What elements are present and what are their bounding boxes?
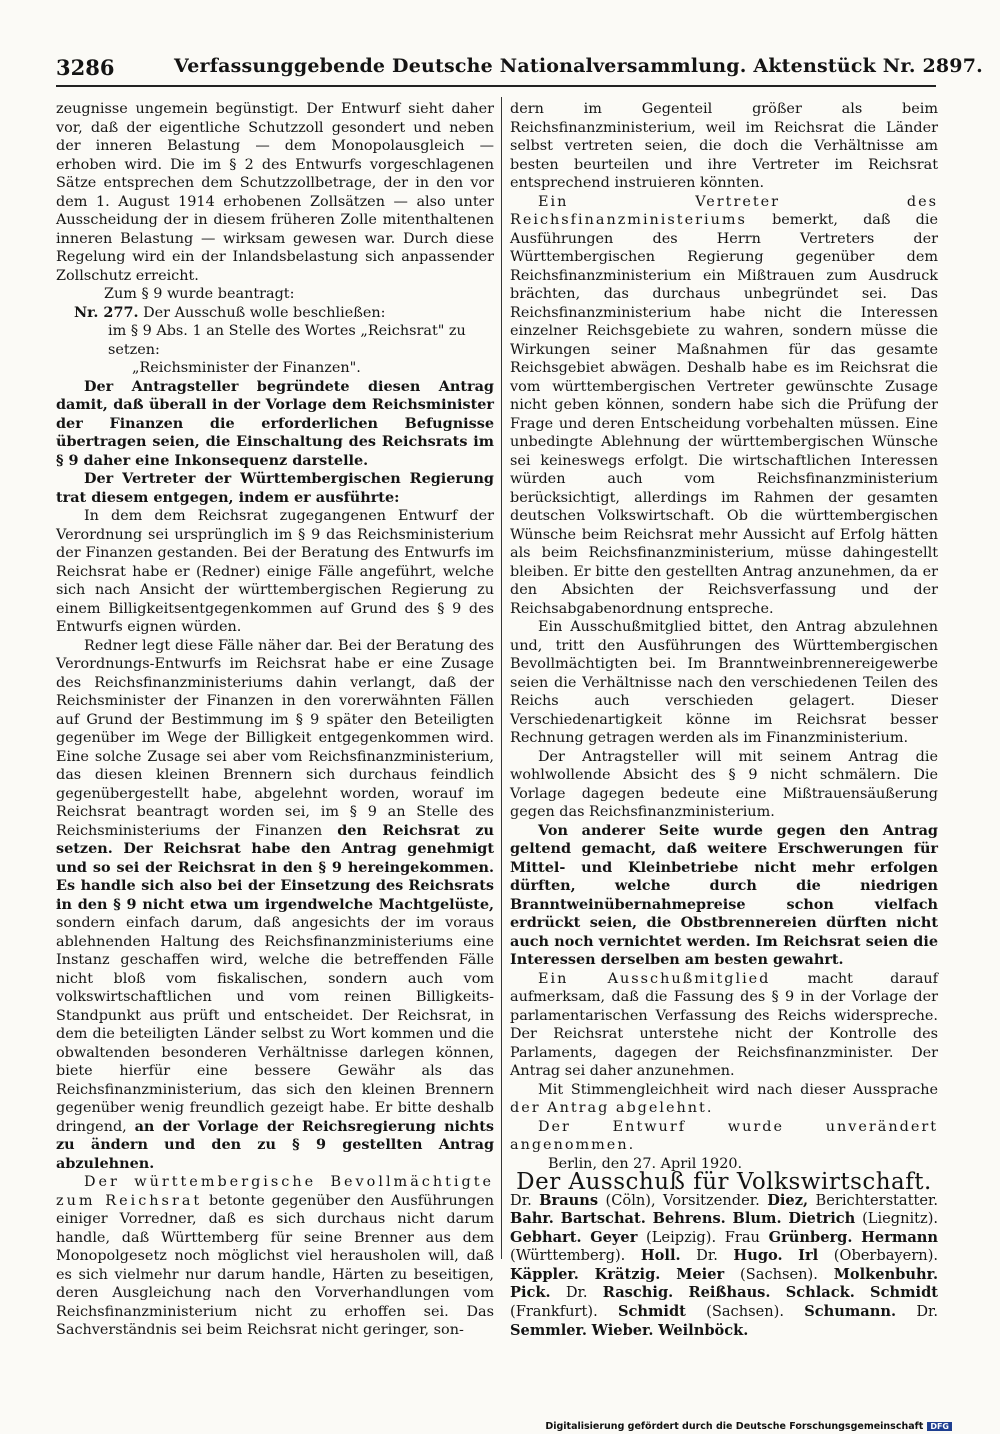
member-name: Schmidt bbox=[617, 1303, 686, 1321]
page-number: 3286 bbox=[56, 55, 115, 80]
member-note: Berichterstatter. bbox=[815, 1191, 939, 1209]
paragraph bbox=[510, 1081, 938, 1118]
text-run: Der württembergische Bevollmächtigte zum Reichsrat bbox=[56, 1174, 494, 1209]
text-run: betonte gegenüber den Ausführungen einiger Vorredner, daß es sich durchaus nicht darum handle, daß Württemberg für seine Brenner aus dem Monopolgesetz noch möglichst viel herausholen will, daß es sich vielmehr nur darum handle, Härten zu beseitigen, deren Ausgleichung nach den Vorverhandlungen vom Reichsfinanzministerium nicht zu erhoffen sei. Das Sachverständnis sei beim Reichsrat nicht geringer, son- bbox=[56, 1192, 495, 1338]
column-divider bbox=[501, 97, 502, 1259]
committee-heading: Der Ausschuß für Volkswirtschaft. bbox=[516, 1169, 932, 1195]
motion-number: Nr. 277. bbox=[74, 303, 139, 321]
text-run: an der Vorlage der Reichsregierung nichts zu ändern und den zu § 9 gestellten Antrag abzulehnen. bbox=[56, 1117, 494, 1172]
text-run: Ein Ausschußmitglied bbox=[538, 970, 771, 987]
member-note: (Oberbayern). bbox=[833, 1247, 939, 1265]
paragraph: Der Antragsteller will mit seinem Antrag die wohlwollende Absicht des § 9 nicht schmälern. Die Vorlage dagegen bedeute eine Mißtrauensäußerung gegen das Reichsfinanzministerium. bbox=[510, 748, 938, 820]
text-run: Ein Vertreter des Reichsfinanzministeriums bbox=[510, 193, 938, 228]
member-name: Grünberg. bbox=[768, 1228, 853, 1246]
paragraph: Von anderer Seite wurde gegen den Antrag geltend gemacht, daß weitere Erschwerungen für Mittel- und Kleinbetriebe nicht mehr erfolgen dürften, welche durch die niedrigen Branntweinübernahmepreise schon vielfach erdrückt seien, die Obstbrennereien dürften nicht auch noch vernichtet werden. Im Reichsrat seien die Interessen derselben am besten gewahrt. bbox=[510, 821, 938, 968]
text-run: sondern einfach darum, daß angesichts der im voraus ablehnenden Haltung des Reichsfinanzministeriums eine Instanz geschaffen wird, welche die betreffenden Fälle nicht bloß vom fiskalischen, sondern auch vom volkswirtschaftlichen und vom reinen Billigkeits-Standpunkt aus prüft und entscheidet. Der Reichsrat, in dem die beteiligten Länder selbst zu Wort kommen und die obwaltenden besonderen Verhältnisse darlegen können, biete hierfür eine bessere Gewähr als das Reichsfinanzministerium, das sich den kleinen Brennern gegenüber wenig freundlich gezeigt habe. Er bitte deshalb dringend, bbox=[56, 915, 494, 1135]
paragraph bbox=[56, 1173, 494, 1340]
member-name: Schumann. bbox=[804, 1303, 897, 1321]
paragraph: Der Antragsteller begründete diesen Antrag damit, daß überall in der Vorlage dem Reichsminister der Finanzen die erforderlichen Befugnisse übertragen seien, die Einschaltung des Reichsrats im § 9 daher eine Inkonsequenz darstelle. bbox=[56, 377, 494, 469]
member-name: Behrens. bbox=[652, 1210, 726, 1228]
member-name: Molkenbuhr. bbox=[833, 1265, 939, 1283]
paragraph: In dem dem Reichsrat zugegangenen Entwurf der Verordnung sei ursprünglich im § 9 das Reichsministerium der Finanzen gestanden. Bei der Beratung des Entwurfs im Reichsrat habe er (Redner) einige Fälle angeführt, welche sich nach Ansicht der württembergischen Regierung zu einem Billigkeitsentgegenkommen auf Grund des § 9 des Entwurfs eignen würden. bbox=[56, 508, 494, 635]
member-name: Hermann bbox=[861, 1228, 939, 1246]
member-name: Dietrich bbox=[788, 1210, 856, 1228]
member-note: Dr. bbox=[916, 1303, 939, 1321]
member-name: Käppler. bbox=[510, 1265, 579, 1283]
member-name: Bahr. bbox=[510, 1210, 554, 1228]
member-name: Raschig. bbox=[602, 1284, 674, 1302]
member-name: Hugo. bbox=[733, 1247, 783, 1265]
member-name: Gebhart. bbox=[510, 1228, 582, 1246]
motion-heading bbox=[56, 304, 494, 323]
member-name: Weilnböck. bbox=[658, 1321, 749, 1339]
member-name: Pick. bbox=[510, 1284, 551, 1302]
paragraph: Ein Ausschußmitglied bittet, den Antrag abzulehnen und, tritt den Ausführungen des Württembergischen Bevollmächtigten bei. Im Branntweinbrennereigewerbe seien die Verhältnisse nach den verschiedenen Teilen des Reichs auch verschieden gelagert. Dieser Verschiedenartigkeit könne im Reichsrat besser Rechnung getragen werden als im Finanzministerium. bbox=[510, 619, 938, 746]
text-run: macht darauf aufmerksam, daß die Fassung des § 9 in der Vorlage der parlamentarischen Verfassung des Reichs widerspreche. Der Reichsrat unterstehe nicht der Kontrolle des Parlaments, dagegen der Reichsfinanzminister. Der Antrag sei daher anzunehmen. bbox=[510, 970, 939, 1079]
paragraph bbox=[510, 970, 938, 1081]
paragraph: dern im Gegenteil größer als beim Reichsfinanzministerium, weil im Reichsrat die Länder selbst vertreten seien, die doch die Verhältnisse am besten beurteilen und ihre Vertreter im Reichsrat entsprechend instruieren könnten. bbox=[510, 101, 938, 191]
member-name: Diez, bbox=[767, 1191, 809, 1209]
member-name: Irl bbox=[798, 1247, 819, 1265]
running-title: Verfassunggebende Deutsche Nationalversammlung. Aktenstück Nr. 2897. bbox=[174, 55, 983, 77]
text-run: bemerkt, daß die Ausführungen des Herrn Vertreters der Württembergischen Regierung gegenüber dem Reichsfinanzministerium ein Mißtrauen zum Ausdruck brächten, das durchaus unbegründet sei. Das Reichsfinanzministerium habe nicht die Interessen einzelner Reichsgebiete zu wahren, sondern müsse die Wirkungen seiner Maßnahmen für das gesamte Reichsgebiet abwägen. Deshalb habe es im Reichsrat die vom württembergischen Vertreter gewünschte Zusage nicht geben können, sondern habe sich die Prüfung der Frage und deren Entscheidung vorbehalten müssen. Eine unbedingte Ablehnung der württembergischen Wünsche sei keineswegs erfolgt. Die wirtschaftlichen Interessen würden auch vom Reichsfinanzministerium berücksichtigt, allerdings im Rahmen der gesamten deutschen Volkswirtschaft. Ob die württembergischen Wünsche beim Reichsrat mehr Aussicht auf Erfolg hätten als beim Reichsfinanzministerium, müsse dahingestellt bleiben. Er bitte den gestellten Antrag anzunehmen, da er den Absichten der Reichsverfassung und der Reichsabgabenordnung entspreche. bbox=[510, 212, 939, 617]
footer-note bbox=[545, 1421, 952, 1432]
member-name: Geyer bbox=[590, 1228, 638, 1246]
member-name: Krätzig. bbox=[594, 1265, 661, 1283]
member-note: (Frankfurt). bbox=[510, 1303, 598, 1321]
footer-text: Digitalisierung gefördert durch die Deutsche Forschungsgemeinschaft bbox=[545, 1421, 924, 1432]
member-name: Schmidt bbox=[870, 1284, 939, 1302]
text-run: Redner legt diese Fälle näher dar. Bei der Beratung des Verordnungs-Entwurfs im Reichsrat habe er eine Zusage des Reichsfinanzministeriums dahin verlangt, daß der Reichsminister der Finanzen in den vorerwähnten Fällen auf Grund der Bestimmung im § 9 später den Beteiligten gegenüber im Wege der Billigkeit entgegenkommen wird. Eine solche Zusage sei aber vom Reichsfinanzministerium, das diesen kleinen Brennern sich durchaus feindlich gegenübergestellt habe, abgelehnt worden, worauf im Reichsrat beantragt worden sei, im § 9 an Stelle des Reichsministeriums der Finanzen bbox=[56, 637, 494, 839]
left-column bbox=[56, 100, 494, 1340]
member-name: Schlack. bbox=[785, 1284, 855, 1302]
member-note: (Sachsen). bbox=[706, 1303, 784, 1321]
text-run: der Antrag abgelehnt. bbox=[510, 1100, 714, 1116]
date-line: Berlin, den 27. April 1920. bbox=[548, 1155, 743, 1172]
member-note: (Sachsen). bbox=[740, 1265, 818, 1283]
dfg-logo: DFG bbox=[927, 1422, 952, 1431]
member-note: Dr. bbox=[510, 1191, 532, 1209]
motion-text: Der Ausschuß wolle beschließen: bbox=[143, 304, 386, 321]
member-note: Dr. bbox=[696, 1247, 718, 1265]
member-name: Holl. bbox=[640, 1247, 681, 1265]
paragraph: zeugnisse ungemein begünstigt. Der Entwurf sieht daher vor, daß der eigentliche Schutzzoll gesondert und neben der inneren Belastung — dem Monopolausgleich — erhoben wird. Die im § 2 des Entwurfs vorgeschlagenen Sätze entsprechen dem Schutzzollbetrage, der in den vor dem 1. August 1914 erhobenen Zollsätzen — also unter Ausscheidung der in diesem früheren Zolle mitenthaltenen inneren Belastung — wirksam gewesen war. Durch diese Regelung wird ein der Inlandsbelastung sich anpassender Zollschutz erreicht. bbox=[56, 101, 494, 284]
member-name: Meier bbox=[676, 1265, 725, 1283]
right-column bbox=[510, 100, 938, 1340]
member-name: Semmler. bbox=[510, 1321, 587, 1339]
paragraph: Der Vertreter der Württembergischen Regierung trat diesem entgegen, indem er ausführte: bbox=[56, 470, 494, 506]
member-note: (Liegnitz). bbox=[862, 1210, 939, 1228]
motion-quote: „Reichsminister der Finanzen". bbox=[132, 360, 361, 376]
member-name: Bartschat. bbox=[560, 1210, 646, 1228]
member-name: Wieber. bbox=[591, 1321, 654, 1339]
page-header bbox=[56, 55, 983, 87]
member-note: (Cöln), Vorsitzender. bbox=[605, 1191, 760, 1209]
paragraph bbox=[56, 637, 494, 1174]
member-name: Brauns bbox=[539, 1191, 599, 1209]
text-run: den Reichsrat zu setzen. Der Reichsrat habe den Antrag genehmigt und so sei der Reichsrat in den § 9 hereingekommen. Es handle sich also bei der Einsetzung des bbox=[56, 821, 494, 894]
section-intro: Zum § 9 wurde beantragt: bbox=[104, 286, 295, 302]
member-note: (Württemberg). bbox=[510, 1247, 626, 1265]
member-name: Reißhaus. bbox=[688, 1284, 771, 1302]
member-note: Dr. bbox=[565, 1284, 588, 1302]
paragraph bbox=[510, 193, 938, 619]
text-run: Reichsrats in den § 9 nicht etwa um irgendwelche Machtgelüste, bbox=[56, 877, 494, 913]
paragraph: Der Entwurf wurde unverändert angenommen. bbox=[510, 1118, 938, 1153]
member-name: Blum. bbox=[732, 1210, 782, 1228]
member-list bbox=[510, 1192, 938, 1341]
motion-body: im § 9 Abs. 1 an Stelle des Wortes „Reichsrat" zu setzen: bbox=[108, 323, 466, 358]
member-note: (Leipzig). Frau bbox=[646, 1228, 760, 1246]
text-run: Mit Stimmengleichheit wird nach dieser Aussprache bbox=[538, 1081, 938, 1098]
